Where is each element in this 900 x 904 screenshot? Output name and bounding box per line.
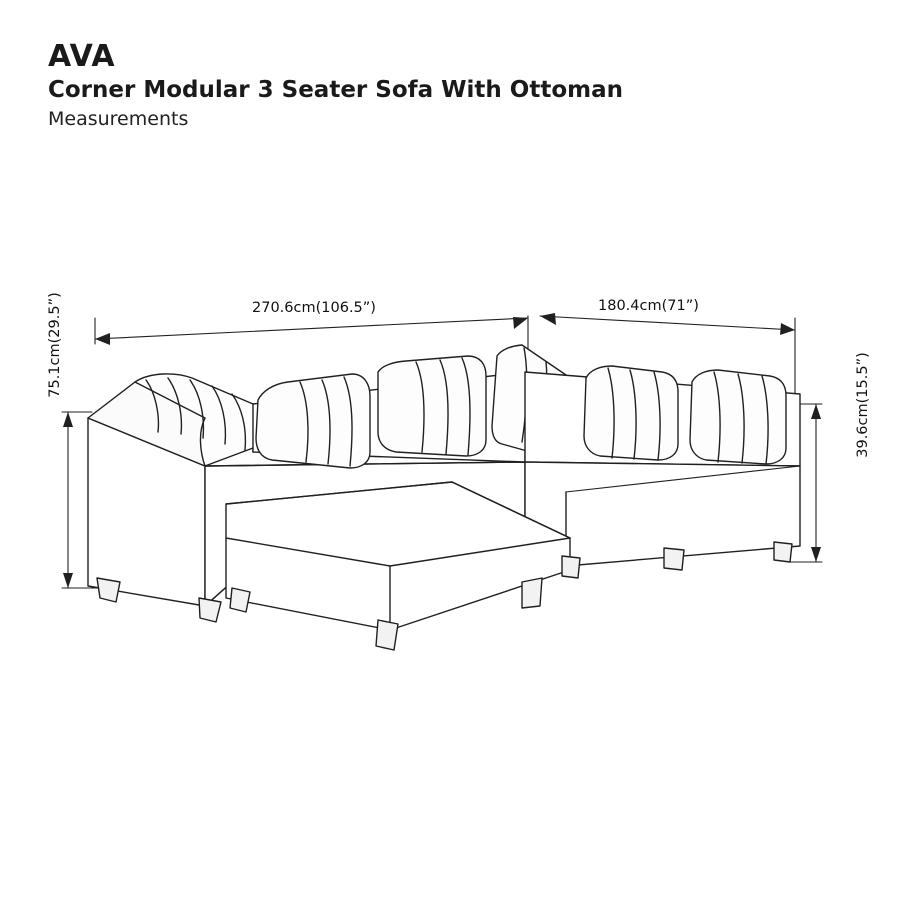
dimension-width-right: 180.4cm(71”) bbox=[598, 298, 699, 314]
dimension-height-right: 39.6cm(15.5”) bbox=[855, 352, 871, 458]
section-label: Measurements bbox=[48, 108, 189, 131]
dimension-width-left: 270.6cm(106.5”) bbox=[252, 300, 376, 316]
dimension-height-left: 75.1cm(29.5”) bbox=[47, 292, 63, 398]
product-title: Corner Modular 3 Seater Sofa With Ottoman bbox=[48, 77, 623, 103]
brand-title: AVA bbox=[48, 39, 116, 74]
